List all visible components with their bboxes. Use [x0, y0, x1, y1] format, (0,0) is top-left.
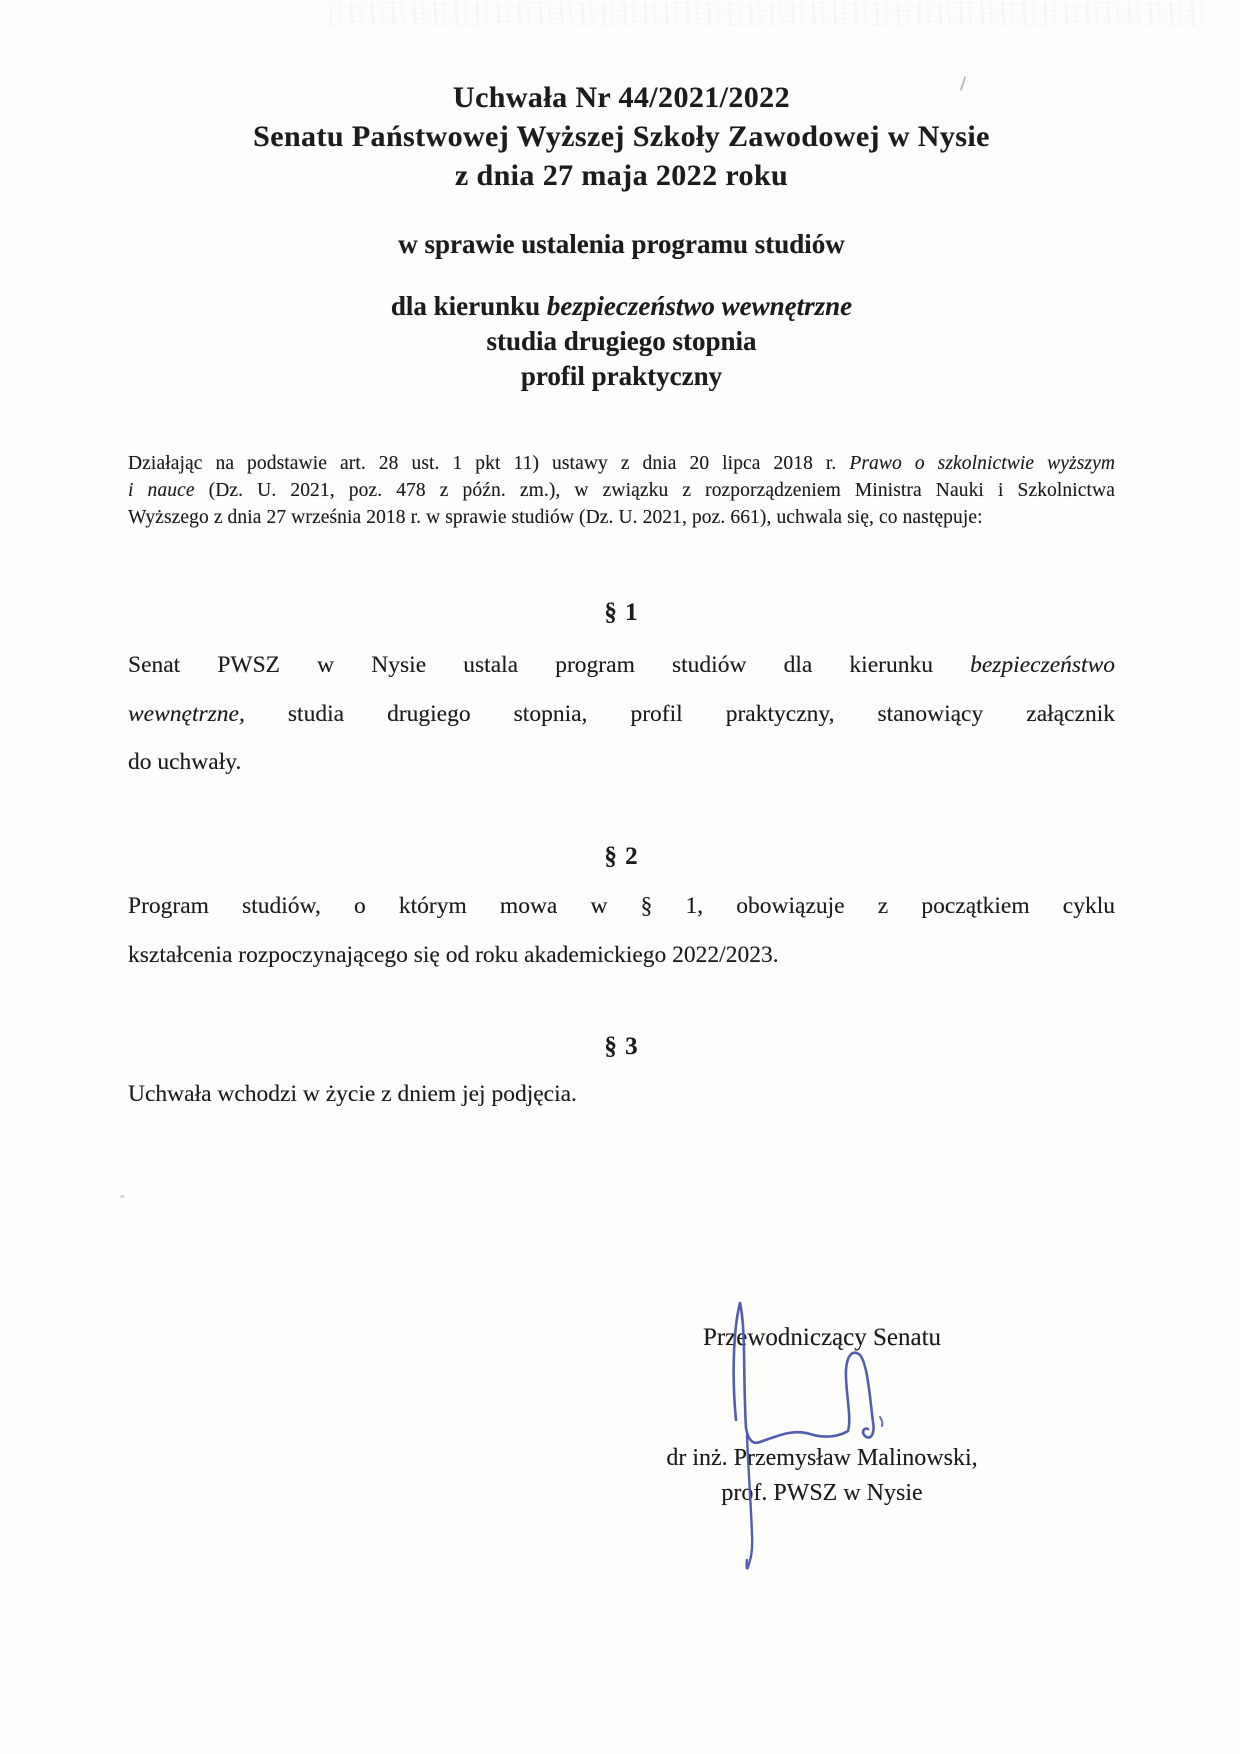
legal-basis-paragraph — [128, 450, 1115, 531]
section-2-paragraph — [128, 882, 1115, 979]
resolution-number: Uchwała Nr 44/2021/2022 — [453, 81, 790, 114]
section-1-line: wewnętrzne, studia drugiego stopnia, profil praktyczny, stanowiący załącznik — [128, 700, 1115, 727]
issuing-body: Senatu Państwowej Wyższej Szkoły Zawodowej w Nysie — [253, 120, 990, 153]
program-degree-line: studia drugiego stopnia — [486, 326, 757, 356]
section-2-mark: § 2 — [604, 843, 639, 870]
signatory-name: dr inż. Przemysław Malinowski, — [666, 1445, 978, 1471]
legal-basis-line: Wyższego z dnia 27 września 2018 r. w sprawie studiów (Dz. U. 2021, poz. 661), uchwala się, co następuje: — [128, 507, 983, 528]
section-3-line: Uchwała wchodzi w życie z dniem jej podjęcia. — [128, 1081, 577, 1107]
scan-speck-artifact — [120, 1195, 125, 1198]
scan-noise-artifact — [330, 2, 1210, 26]
section-2-line: kształcenia rozpoczynającego się od roku akademickiego 2022/2023. — [128, 941, 779, 968]
section-1-line: do uchwały. — [128, 749, 242, 775]
signature-role-label: Przewodniczący Senatu — [702, 1324, 942, 1351]
resolution-date: z dnia 27 maja 2022 roku — [454, 159, 789, 192]
resolution-subject: w sprawie ustalenia programu studiów — [398, 229, 845, 259]
signatory-title: prof. PWSZ w Nysie — [721, 1480, 923, 1506]
signature-main-stroke — [734, 1303, 874, 1443]
program-field-name: bezpieczeństwo wewnętrzne — [546, 291, 853, 321]
section-2-line: Program studiów, o którym mowa w § 1, obowiązuje z początkiem cyklu — [128, 893, 1115, 919]
section-3-mark: § 3 — [604, 1033, 639, 1060]
section-1-line: Senat PWSZ w Nysie ustala program studiów dla kierunku bezpieczeństwo — [128, 652, 1115, 678]
signature-tick-stroke — [880, 1417, 882, 1426]
legal-basis-line: i nauce (Dz. U. 2021, poz. 478 z późn. zm.), w związku z rozporządzeniem Ministra Nauki i Szkolnictwa — [128, 480, 1115, 501]
program-field-line — [128, 289, 1115, 324]
handwritten-signature-icon — [690, 1295, 900, 1580]
program-block — [128, 289, 1115, 394]
program-field-prefix: dla kierunku — [390, 291, 547, 321]
program-profile-line: profil praktyczny — [520, 361, 723, 391]
resolution-title-block — [128, 78, 1115, 195]
legal-basis-line: Działając na podstawie art. 28 ust. 1 pkt 11) ustawy z dnia 20 lipca 2018 r. Prawo o szkolnictwie wyższym — [128, 453, 1116, 474]
signature-descender-stroke — [747, 1435, 753, 1568]
section-3-paragraph — [128, 1070, 1115, 1119]
section-1-paragraph — [128, 641, 1115, 787]
section-1-mark: § 1 — [604, 599, 639, 626]
